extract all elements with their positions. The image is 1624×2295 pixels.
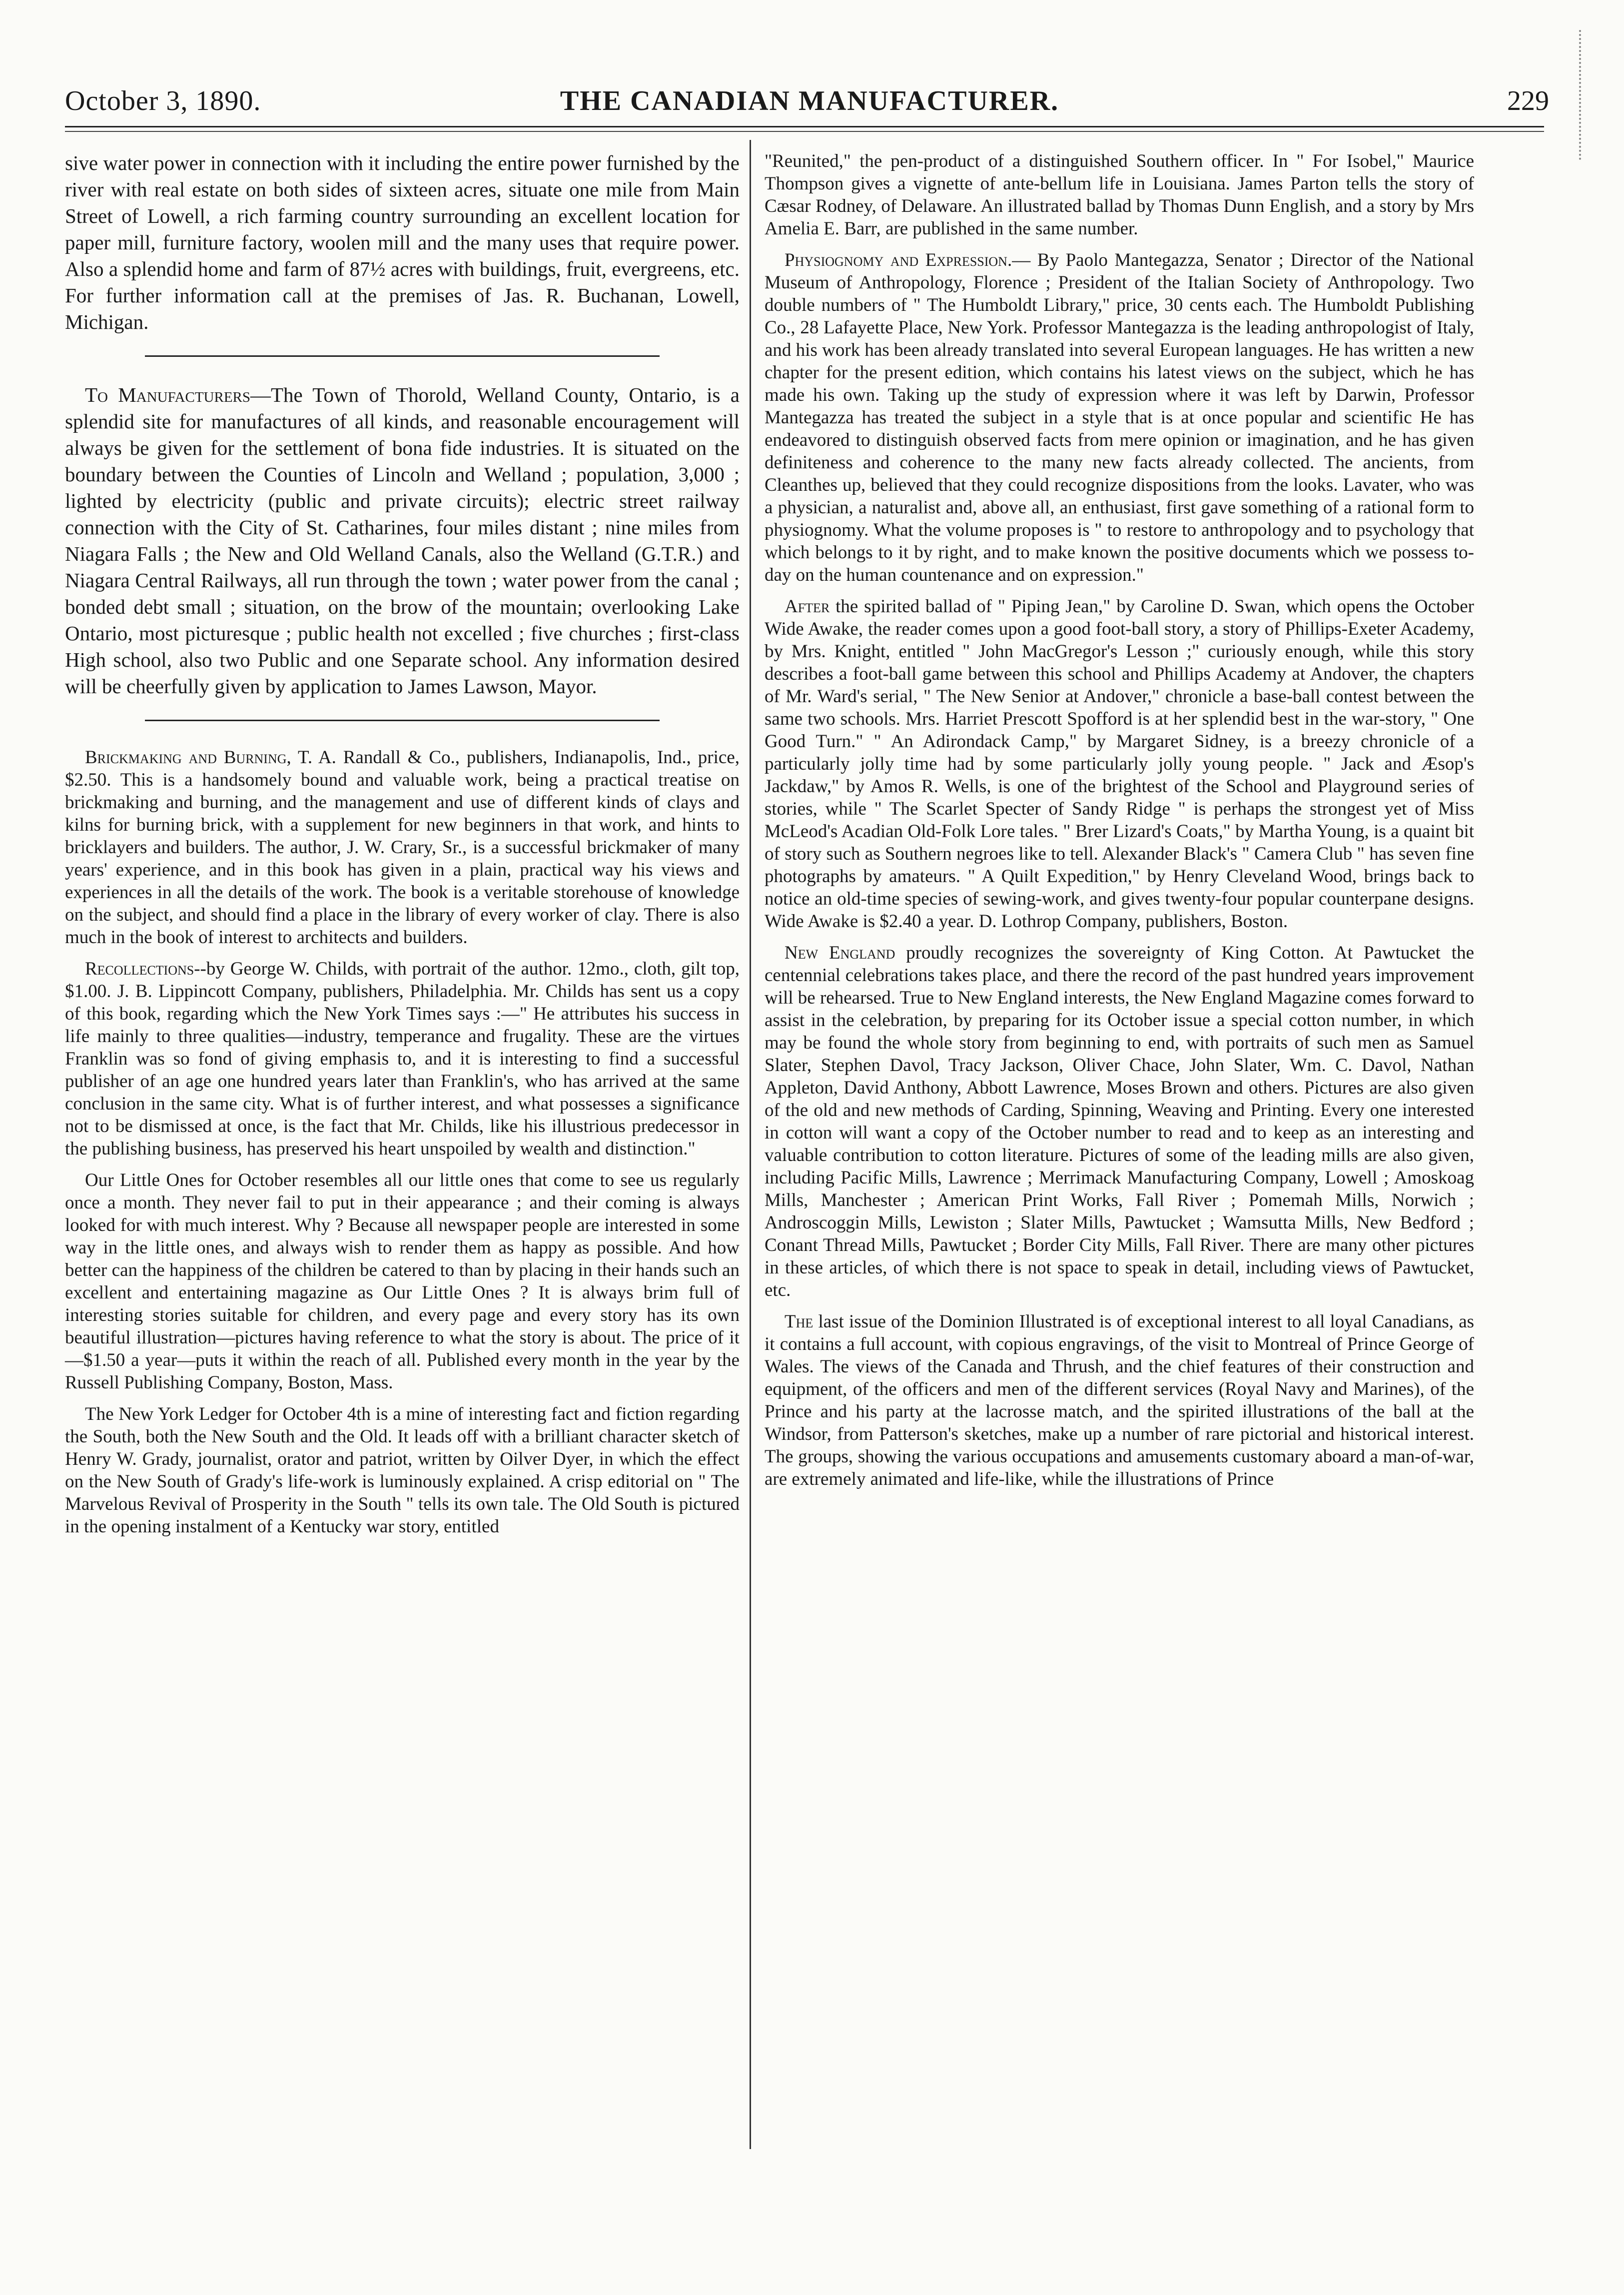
new-england-review xyxy=(765,942,1474,1301)
section-separator xyxy=(145,720,660,721)
brickmaking-lead: Brickmaking and Burning, xyxy=(85,747,291,768)
physiognomy-lead: Physiognomy and Expression. xyxy=(785,250,1012,270)
thorold-body: —The Town of Thorold, Welland County, Ontario, is a splendid site for manufactures of all kinds, and reasonable encouragement will always be given for the settlement of bona fide industries. It is situated on the boundary between the Counties of Lincoln and Welland ; population, 3,000 ; lighted by electricity (public and private circuits); electric street railway connection with the City of St. Catharines, four miles distant ; nine miles from Niagara Falls ; the New and Old Welland Canals, also the Welland (G.T.R.) and Niagara Central Railways, all run through the town ; water power from the canal ; bonded debt small ; situation, on the brow of the mountain; overlooking Lake Ontario, most picturesque ; public health not excelled ; five churches ; first-class High school, also two Public and one Separate school. Any information desired will be cheerfully given by application to James Lawson, Mayor. xyxy=(65,383,740,698)
recollections-review xyxy=(65,958,740,1160)
physiognomy-body: — By Paolo Mantegazza, Senator ; Director of the National Museum of Anthropology, Florence ; President of the Italian Society of Anthropology. Two double numbers of " The Humboldt Library," price, 30 cents each. The Humboldt Publishing Co., 28 Lafayette Place, New York. Professor Mantegazza is the leading anthropologist of Italy, and his work has been already translated into several European languages. He has written a new chapter for the present edition, which contains his latest views on the subject, which he has made his own. Taking up the study of expression where it was left by Darwin, Professor Mantegazza has treated the subject in a style that is at once popular and scientific He has endeavored to distinguish observed facts from mere opinion or imagination, and he has given definiteness and coherence to the many new facts already collected. The ancients, from Cleanthes up, believed that they could recognize dispositions from the looks. Lavater, who was a physician, a naturalist and, above all, an enthusiast, first gave something of a rational form to physiognomy. What the volume proposes is " to restore to anthropology and to psychology that which belongs to it by right, and to make known the positive documents which we possess to-day on the human countenance and on expression." xyxy=(765,250,1474,585)
page-number: 229 xyxy=(1507,85,1549,116)
header-rule-secondary xyxy=(65,131,1544,132)
left-column xyxy=(65,150,740,1547)
thorold-lead: To Manufacturers xyxy=(85,383,250,406)
brickmaking-review xyxy=(65,746,740,949)
section-separator xyxy=(145,355,660,357)
wide-awake-body: the spirited ballad of " Piping Jean," by Caroline D. Swan, which opens the October Wide Awake, the reader comes upon a good foot-ball story, a story of Phillips-Exeter Academy, by Mrs. Knight, entitled " John MacGregor's Lesson ;" curiously enough, while this story describes a foot-ball game between this school and Phillips Academy at Andover, the chapters of Mr. Ward's serial, " The New Senior at Andover," chronicle a base-ball contest between the same two schools. Mrs. Harriet Prescott Spofford is at her splendid best in the war-story, " One Good Turn." " An Adirondack Camp," by Margaret Sidney, is a breezy chronicle of a particularly jolly time had by some particularly jolly young people. " Jack and Æsop's Jackdaw," by Amos R. Wells, is one of the brightest of the School and Playground series of stories, while " The Scarlet Specter of Sandy Ridge " is perhaps the strongest yet of Miss McLeod's Acadian Old-Folk Lore tales. " Brer Lizard's Coats," by Martha Young, is a quaint bit of story such as Southern negroes like to tell. Alexander Black's " Camera Club " has seven fine photographs by amateurs. " A Quilt Expedition," by Henry Cleveland Wood, brings back to notice an old-time species of sewing-work, and gives twenty-four popular counterpane designs. Wide Awake is $2.40 a year. D. Lothrop Company, publishers, Boston. xyxy=(765,596,1474,932)
wide-awake-lead: After xyxy=(785,596,830,617)
page-header xyxy=(65,85,1554,120)
dominion-illustrated-review xyxy=(765,1310,1474,1490)
thorold-notice xyxy=(65,382,740,700)
ledger-continued: "Reunited," the pen-product of a distinguished Southern officer. In " For Isobel," Maurice Thompson gives a vignette of ante-bellum life in Louisiana. James Parton tells the story of Cæsar Rodney, of Delaware. An illustrated ballad by Thomas Dunn English, and a story by Mrs Amelia E. Barr, are published in the same number. xyxy=(765,151,1474,239)
page-edge-mark xyxy=(1579,30,1594,160)
ledger-review: The New York Ledger for October 4th is a mine of interesting fact and fiction regarding the South, both the New South and the Old. It leads off with a brilliant character sketch of Henry W. Grady, journalist, orator and patriot, written by Oilver Dyer, in which the effect on the New South of Grady's life-work is luminously explained. A crisp editorial on " The Marvelous Revival of Prosperity in the South " tells its own tale. The Old South is pictured in the opening instalment of a Kentucky war story, entitled xyxy=(65,1404,740,1537)
column-divider xyxy=(750,140,751,2149)
header-rule xyxy=(65,126,1544,127)
brickmaking-body: T. A. Randall & Co., publishers, Indianapolis, Ind., price, $2.50. This is a handsomely bound and valuable work, being a practical treatise on brickmaking and burning, and the management and use of different kinds of clays and kilns for burning brick, with a supplement for new beginners in that work, and hints to bricklayers and builders. The author, J. W. Crary, Sr., is a successful brickmaker of many years' experience, and in this book has given in a plain, practical way his views and experiences in all the details of the work. The book is a veritable storehouse of knowledge on the subject, and should find a place in the library of every worker of clay. There is also much in the book of interest to architects and builders. xyxy=(65,747,740,948)
new-england-body: proudly recognizes the sovereignty of King Cotton. At Pawtucket the centennial celebrations takes place, and there the record of the past hundred years improvement will be rehearsed. True to New England interests, the New England Magazine comes forward to assist in the celebration, by preparing for its October issue a special cotton number, in which may be found the whole story from beginning to end, with portraits of such men as Samuel Slater, Stephen Davol, Tracy Jackson, Oliver Chace, John Slater, Wm. C. Davol, Nathan Appleton, David Anthony, Abbott Lawrence, Moses Brown and others. Pictures are also given of the old and new methods of Carding, Spinning, Weaving and Printing. Every one interested in cotton will want a copy of the October number to read and to keep as an interesting and valuable contribution to cotton literature. Pictures of some of the leading mills are also given, including Pacific Mills, Lawrence ; Merrimack Manufacturing Company, Lowell ; Amoskoag Mills, Manchester ; American Print Works, Fall River ; Pomemah Mills, Norwich ; Androscoggin Mills, Lewiston ; Slater Mills, Pawtucket ; Wamsutta Mills, New Bedford ; Conant Thread Mills, Pawtucket ; Border City Mills, Fall River. There are many other pictures in these articles, of which there is not space to speak in detail, including views of Pawtucket, etc. xyxy=(765,943,1474,1300)
dominion-lead: The xyxy=(785,1311,813,1332)
recollections-lead: Recollections xyxy=(85,959,194,979)
dominion-body: last issue of the Dominion Illustrated is of exceptional interest to all loyal Canadians, as it contains a full account, with copious engravings, of the visit to Montreal of Prince George of Wales. The views of the Canada and Thrush, and the chief features of their construction and equipment, of the officers and men of the different services (Royal Navy and Marines), of the Prince and his party at the lacrosse match, and the spirited illustrations of the ball at the Windsor, from Patterson's sketches, make up a number of rare pictorial and historical interest. The groups, showing the various occupations and amusements customary aboard a man-of-war, are extremely animated and life-like, while the illustrations of Prince xyxy=(765,1311,1475,1489)
water-power-notice: sive water power in connection with it including the entire power furnished by the river with real estate on both sides of sixteen acres, situate one mile from Main Street of Lowell, a rich farming country surrounding an excellent location for paper mill, furniture factory, woolen mill and the many uses that require power. Also a splendid home and farm of 87½ acres with buildings, fruit, evergreens, etc. For further information call at the premises of Jas. R. Buchanan, Lowell, Michigan. xyxy=(65,151,740,333)
new-england-lead: New England xyxy=(785,943,895,963)
issue-date: October 3, 1890. xyxy=(65,85,261,116)
right-column xyxy=(765,150,1474,1499)
physiognomy-review xyxy=(765,249,1474,586)
little-ones-review: Our Little Ones for October resembles all our little ones that come to see us regularly once a month. They never fail to put in their appearance ; and their coming is always looked for with much interest. Why ? Because all newspaper people are interested in some way in the little ones, and always wish to render them as happy as possible. And how better can the happiness of the children be catered to than by placing in their hands such an excellent and entertaining magazine as Our Little Ones ? It is always brim full of interesting stories suitable for children, and every page and every story has its own beautiful illustration—pictures having reference to what the story is about. The price of it—$1.50 a year—puts it within the reach of all. Published every month in the year by the Russell Publishing Company, Boston, Mass. xyxy=(65,1170,740,1393)
publication-title: THE CANADIAN MANUFACTURER. xyxy=(560,85,1059,116)
recollections-body: --by George W. Childs, with portrait of the author. 12mo., cloth, gilt top, $1.00. J. B. Lippincott Company, publishers, Philadelphia. Mr. Childs has sent us a copy of this book, regarding which the New York Times says :—" He attributes his success in life mainly to three qualities—industry, temperance and frugality. These are the virtues Franklin was so fond of giving emphasis to, and it is interesting to find a successful publisher of an age one hundred years later than Franklin's, who has arrived at the same conclusion in the same city. What is of further interest, and what possesses a significance not to be dismissed at once, is the fact that Mr. Childs, like his illustrious predecessor in the publishing business, has preserved his heart unspoiled by wealth and distinction." xyxy=(65,959,740,1159)
wide-awake-review xyxy=(765,595,1474,933)
